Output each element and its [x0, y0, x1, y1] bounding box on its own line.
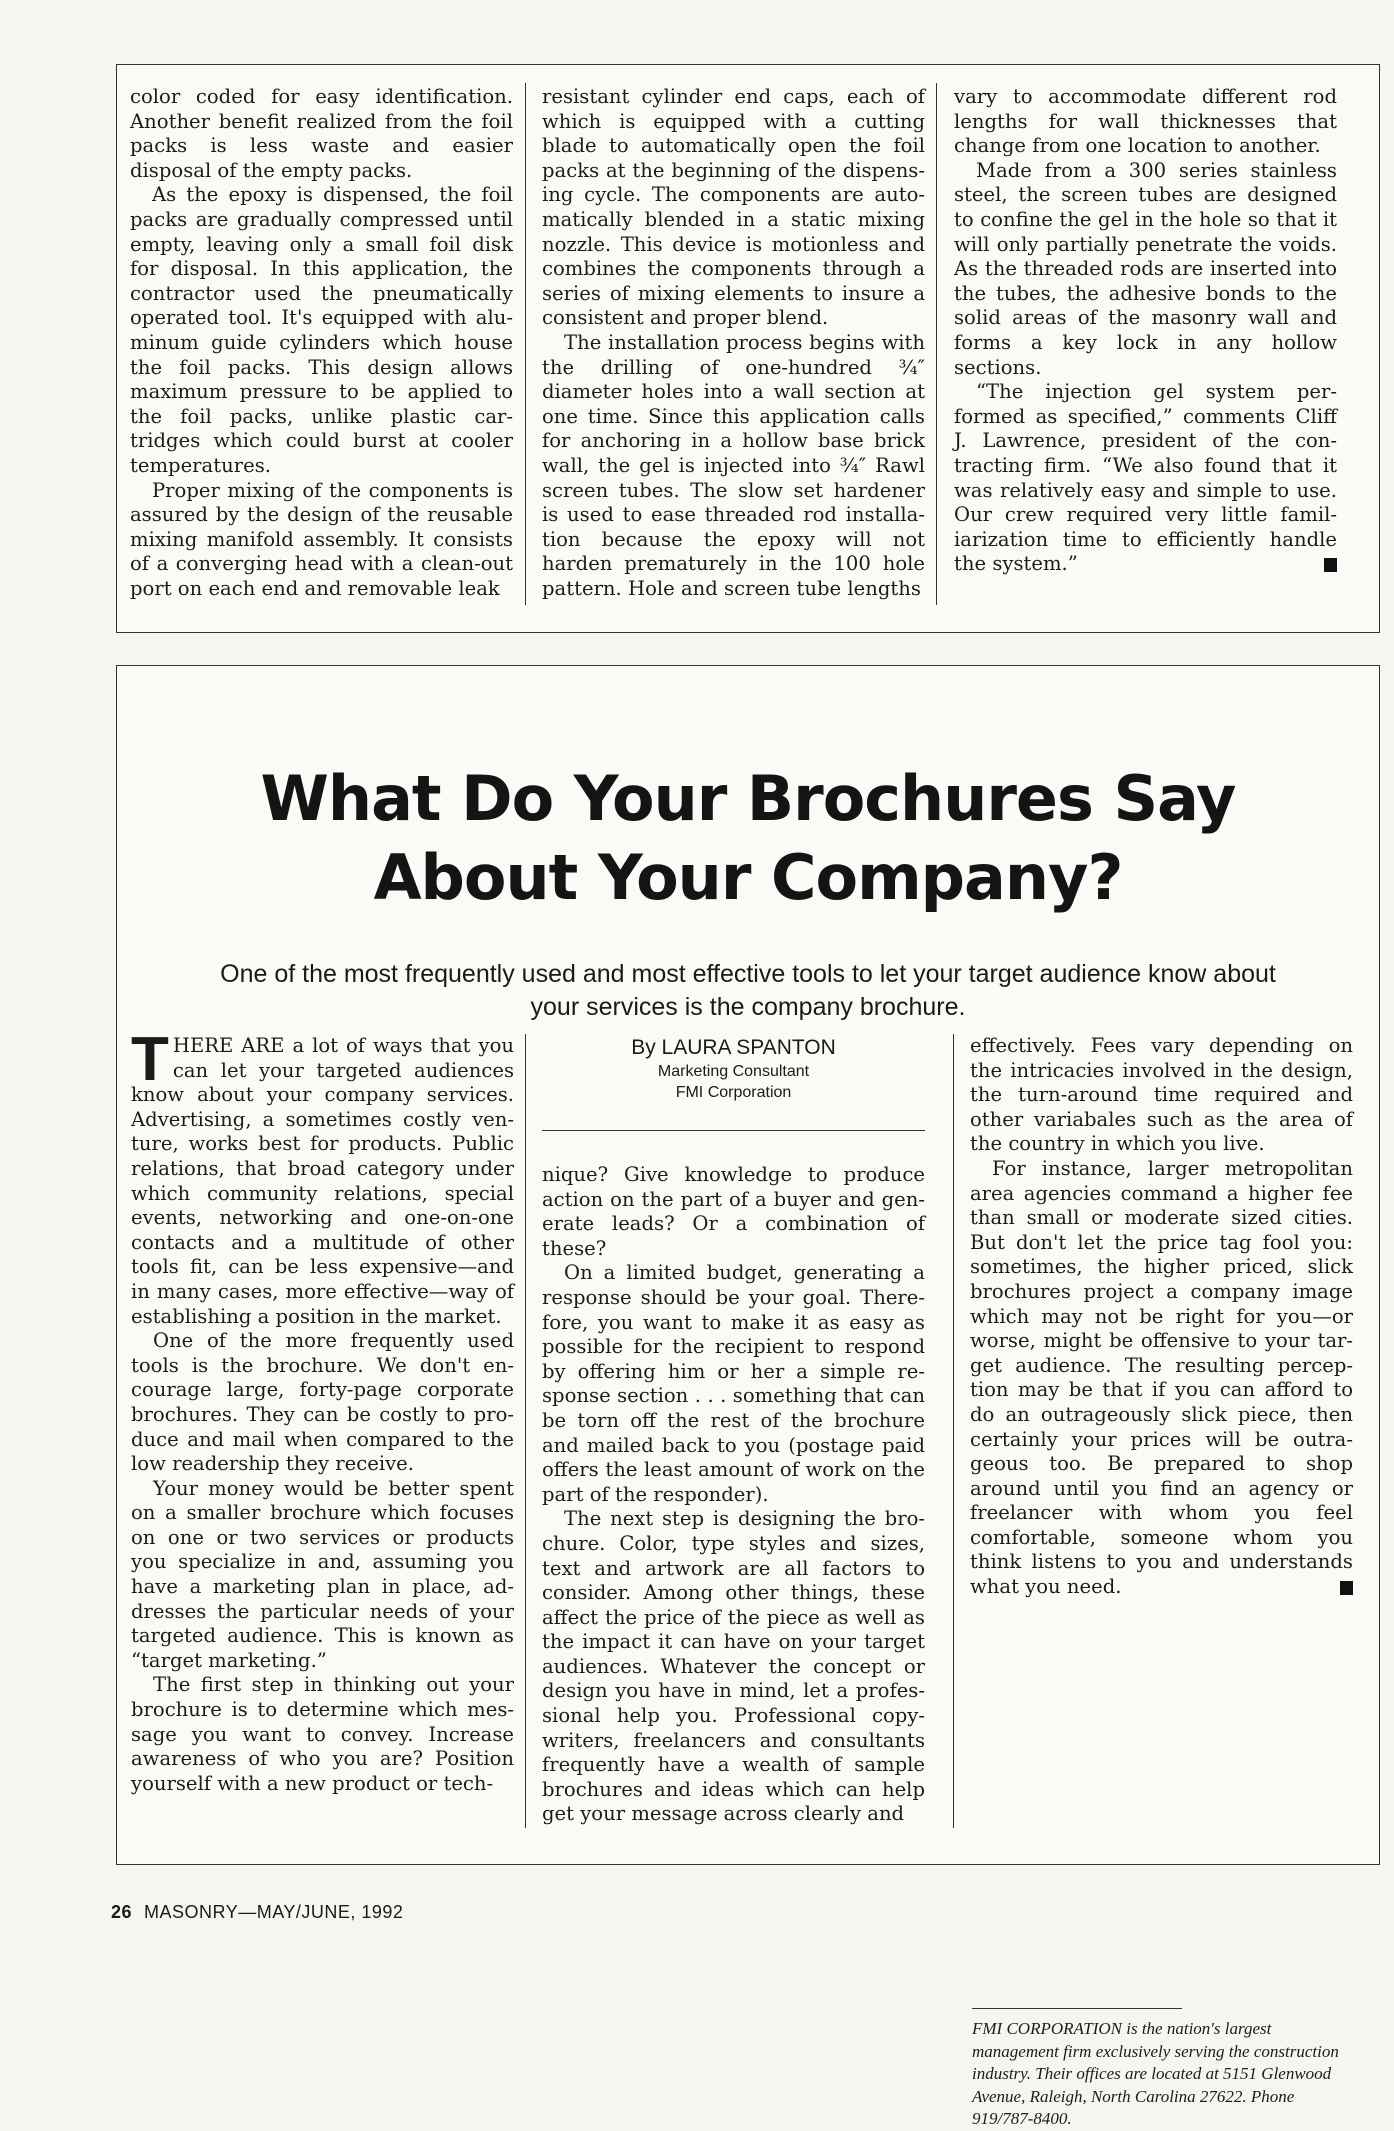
- byline-rule: [542, 1130, 925, 1131]
- lead-in: HERE ARE: [172, 1034, 285, 1057]
- paragraph: Proper mixing of the components is assured by the design of the reusable mixing manifold assembly. It consists of a converging head with a clean-out port on each end and removable leak: [130, 478, 513, 600]
- headline-line-1: What Do Your Brochures Say: [260, 762, 1236, 835]
- paragraph: nique? Give knowledge to produce action on the part of a buyer and generate leads? Or a combination of these?: [542, 1163, 925, 1260]
- paragraph: color coded for easy identification. Another benefit realized from the foil packs is less waste and easier disposal of the empty packs.: [130, 85, 513, 182]
- end-of-article-mark-icon: [1340, 1581, 1353, 1595]
- article-column-3: [970, 1034, 1353, 1600]
- bio-rule: [972, 2008, 1182, 2009]
- drop-cap: T: [131, 1025, 169, 1094]
- paragraph: vary to accommodate different rod lengths for wall thicknesses that change from one location to another.: [954, 85, 1337, 158]
- paragraph: [970, 1157, 1353, 1600]
- column-rule: [525, 83, 526, 605]
- paragraph: [954, 380, 1337, 577]
- continued-article-column-2: [542, 85, 925, 601]
- headline-line-2: About Your Company?: [373, 841, 1123, 914]
- page-footer: [111, 1902, 403, 1923]
- end-of-article-mark-icon: [1324, 558, 1337, 572]
- continued-article-box: [116, 64, 1380, 633]
- paragraph: Your money would be better spent on a smaller brochure which focuses on one or two services or products you specialize in and, assuming you have a marketing plan in place, addresses the particular needs of your targeted audience. This is known as “target marketing.”: [131, 1476, 514, 1672]
- column-rule: [936, 83, 937, 605]
- paragraph: resistant cylinder end caps, each of which is equipped with a cutting blade to automatically open the foil packs at the beginning of the dispensing cycle. The components are automatically blended in a static mixing nozzle. This device is motionless and combines the components through a series of mixing elements to insure a consistent and proper blend.: [542, 85, 925, 330]
- author-organization: FMI Corporation: [675, 1084, 792, 1101]
- article-column-2: [542, 1163, 925, 1827]
- article-deck: One of the most frequently used and most effective tools to let your target audience know about your services is the company brochure.: [220, 960, 1276, 1021]
- paragraph-text: For instance, larger metropolitan area agencies command a higher fee than small or moderate sized cities. But don't let the price tag fool you: sometimes, the higher priced, slick brochures project a company image which may not be right for you—or worse, might be offensive to your target audience. The resulting perception may be that if you can afford to do an outrageously slick piece, then certainly your prices will be outrageous too. Be prepared to shop around until you find an agency or freelancer with whom you feel comfortable, someone whom you think listens to you and understands what you need.: [970, 1156, 1353, 1599]
- author-title: Marketing Consultant: [657, 1063, 810, 1080]
- paragraph: The first step in thinking out your brochure is to determine which message you want to convey. Increase awareness of who you are? Position yourself with a new product or tech-: [131, 1673, 514, 1795]
- article-column-1: [131, 1025, 514, 1796]
- opening-paragraph: [131, 1025, 514, 1329]
- paragraph: One of the more frequently used tools is the brochure. We don't encourage large, forty-page corporate brochures. They can be costly to produce and mail when compared to the low readership they receive.: [131, 1329, 514, 1476]
- column-rule: [953, 1034, 954, 1828]
- article-headline: [117, 759, 1379, 917]
- paragraph: The next step is designing the brochure. Color, type styles and sizes, text and artwork are all factors to consider. Among other things, these affect the price of the piece as well as the impact it can have on your target audiences. Whatever the concept or design you have in mind, let a professional help you. Professional copywriters, freelancers and consultants frequently have a wealth of sample brochures and ideas which can help get your message across clearly and: [542, 1507, 925, 1826]
- author-bio: FMI CORPORATION is the nation's largest management firm exclusively serving the construction industry. Their offices are located at 5151 Glenwood Avenue, Raleigh, North Carolina 27622. Phone 919/787-8400.: [972, 2019, 1339, 2128]
- page-number: 26: [111, 1902, 133, 1922]
- byline: [542, 1035, 925, 1103]
- paragraph: The installation process begins with the drilling of one-hundred ¾″ diameter holes into a wall section at one time. Since this application calls for anchoring in a hollow base brick wall, the gel is injected into ¾″ Rawl screen tubes. The slow set hardener is used to ease threaded rod installation because the epoxy will not harden prematurely in the 100 hole pattern. Hole and screen tube lengths: [542, 330, 925, 600]
- column-rule: [525, 1034, 526, 1828]
- paragraph: On a limited budget, generating a response should be your goal. Therefore, you want to make it as easy as possible for the recipient to respond by offering him or her a simple response section . . . something that can be torn off the rest of the brochure and mailed back to you (postage paid offers the least amount of work on the part of the responder).: [542, 1261, 925, 1506]
- paragraph: effectively. Fees vary depending on the intricacies involved in the design, the turn-around time required and other variabales such as the area of the country in which you live.: [970, 1034, 1353, 1156]
- paragraph-text: “The injection gel system performed as specified,” comments Cliff J. Lawrence, president of the contracting firm. “We also found that it was relatively easy and simple to use. Our crew required very little familiarization time to efficiently handle the system.”: [954, 380, 1337, 576]
- continued-article-column-1: [130, 85, 513, 601]
- paragraph: Made from a 300 series stainless steel, the screen tubes are designed to confine the gel in the hole so that it will only partially penetrate the voids. As the threaded rods are inserted into the tubes, the adhesive bonds to the solid areas of the masonry wall and forms a key lock in any hollow sections.: [954, 158, 1337, 379]
- paragraph-text: a lot of ways that you can let your targeted audiences know about your company services. Advertising, a sometimes costly venture, works best for products. Public relations, that broad category under which community relations, special events, networking and one-on-one contacts and a multitude of other tools fit, can be less expensive—and in many cases, more effective—way of establishing a position in the market.: [131, 1034, 514, 1328]
- paragraph: As the epoxy is dispensed, the foil packs are gradually compressed until empty, leaving only a small foil disk for disposal. In this application, the contractor used the pneumatically operated tool. It's equipped with aluminum guide cylinders which house the foil packs. This design allows maximum pressure to be applied to the foil packs, unlike plastic cartridges which could burst at cooler temperatures.: [130, 183, 513, 477]
- author-name: By LAURA SPANTON: [631, 1036, 836, 1059]
- continued-article-column-3: [954, 85, 1337, 577]
- publication-name: MASONRY—MAY/JUNE, 1992: [144, 1902, 404, 1922]
